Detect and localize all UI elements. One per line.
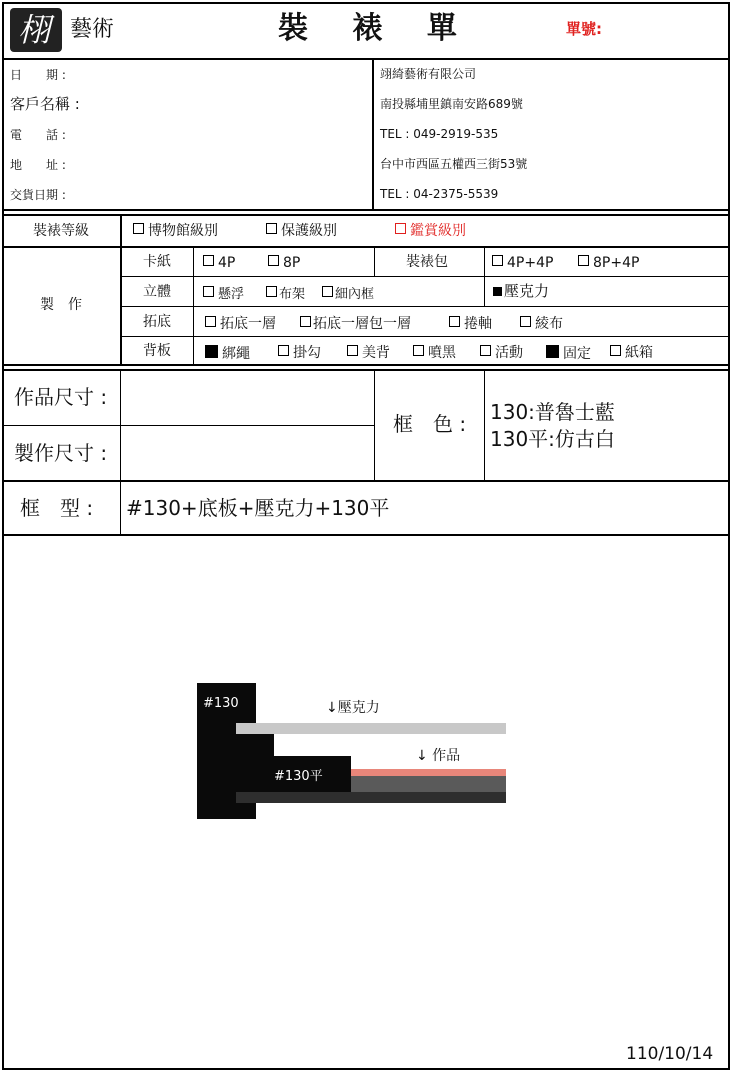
- checkbox[interactable]: [205, 316, 216, 327]
- date-label: 日 期 :: [10, 68, 66, 82]
- option-label: 博物館級別: [148, 223, 218, 239]
- stand-option-inner-frame[interactable]: [322, 286, 374, 301]
- company-address-1: 南投縣埔里鎮南安路689號: [380, 97, 523, 111]
- checkbox[interactable]: [278, 345, 289, 356]
- divider: [2, 534, 730, 536]
- grade-option-protection[interactable]: [266, 223, 337, 238]
- page-title: 裝 裱 單: [278, 11, 459, 46]
- back-option-movable[interactable]: [480, 345, 523, 360]
- frame-130-flat-label: #130平: [274, 769, 323, 784]
- checkbox[interactable]: [449, 316, 460, 327]
- checkbox[interactable]: [347, 345, 358, 356]
- checkbox[interactable]: [578, 255, 589, 266]
- back-option-hook[interactable]: [278, 345, 321, 360]
- rubbing-option-scroll[interactable]: [449, 316, 492, 331]
- artwork-label: ↓ 作品: [416, 748, 461, 764]
- production-label: 製 作: [40, 297, 82, 313]
- option-label: 紙箱: [625, 345, 653, 361]
- frame-130-label: #130: [203, 696, 239, 711]
- option-label: 懸浮: [218, 287, 245, 302]
- make-size-field[interactable]: [122, 427, 372, 480]
- phone-label: 電 話 :: [10, 128, 66, 142]
- rubbing-option-silk[interactable]: [520, 316, 563, 331]
- divider: [374, 246, 375, 276]
- stand-option-float[interactable]: [203, 286, 244, 301]
- acrylic-option[interactable]: [493, 284, 549, 299]
- divider: [2, 364, 730, 366]
- work-size-label: 作品尺寸 :: [14, 385, 108, 409]
- checkbox[interactable]: [395, 223, 406, 234]
- divider: [484, 246, 485, 306]
- frame-130-step: [236, 734, 274, 756]
- company-name: 翊綺藝術有限公司: [380, 67, 477, 81]
- address-label: 地 址 :: [10, 158, 66, 172]
- checkbox[interactable]: [322, 286, 333, 297]
- divider: [484, 369, 485, 481]
- option-label: 掛勾: [293, 345, 321, 361]
- option-label: 活動: [495, 345, 523, 361]
- frame-cross-section-diagram: [196, 683, 508, 821]
- option-label: 拓底一層包一層: [313, 316, 411, 332]
- divider: [2, 58, 730, 60]
- checkbox[interactable]: [300, 316, 311, 327]
- option-label: 細內框: [335, 287, 375, 302]
- option-label: 壓克力: [504, 282, 550, 300]
- checkbox[interactable]: [266, 223, 277, 234]
- option-label: 噴黑: [428, 345, 456, 361]
- rubbing-option-one-layer[interactable]: [205, 316, 276, 331]
- checkbox-checked[interactable]: [205, 345, 218, 358]
- frame-color-line1: 130:普魯士藍: [490, 400, 615, 424]
- artwork-layer: [351, 769, 506, 776]
- backing-board-upper: [351, 776, 506, 792]
- option-label: 保護級別: [281, 223, 337, 239]
- option-label: 4P: [218, 255, 236, 271]
- option-label: 美背: [362, 345, 390, 361]
- company-address-2: 台中市西區五權西三街53號: [380, 157, 528, 171]
- checkbox[interactable]: [268, 255, 279, 266]
- divider: [120, 306, 730, 307]
- divider: [2, 214, 730, 216]
- logo-glyph: 栩: [18, 11, 51, 49]
- option-label: 捲軸: [464, 316, 492, 332]
- back-option-fixed[interactable]: [546, 345, 591, 361]
- divider: [2, 209, 730, 211]
- checkbox[interactable]: [492, 255, 503, 266]
- option-label: 拓底一層: [220, 316, 276, 332]
- card-option-8p[interactable]: [268, 255, 300, 270]
- checkbox-checked[interactable]: [493, 287, 502, 296]
- frame-type-value: #130+底板+壓克力+130平: [126, 496, 390, 520]
- acrylic-label: ↓壓克力: [326, 700, 380, 716]
- logo-text: 藝術: [70, 17, 115, 42]
- frame-color-line2: 130平:仿古白: [490, 427, 615, 451]
- card-option-4p[interactable]: [203, 255, 235, 270]
- divider: [2, 425, 374, 426]
- divider: [2, 246, 730, 248]
- checkbox[interactable]: [133, 223, 144, 234]
- frame-color-label: 框 色 :: [393, 412, 467, 436]
- stand-label: 立體: [143, 284, 171, 300]
- grade-label: 裝裱等級: [33, 223, 89, 239]
- card-label: 卡紙: [143, 254, 171, 270]
- mount-label: 裝裱包: [406, 254, 448, 270]
- divider: [120, 276, 730, 277]
- customer-label: 客戶名稱 :: [10, 95, 80, 113]
- frame-type-label: 框 型 :: [20, 496, 94, 520]
- option-label: 8P: [283, 255, 301, 271]
- order-number-label: 單號:: [566, 20, 602, 38]
- backing-board: [236, 792, 506, 803]
- back-option-box[interactable]: [610, 345, 653, 360]
- company-tel-1: TEL : 049-2919-535: [380, 127, 499, 141]
- divider: [372, 58, 374, 210]
- make-size-label: 製作尺寸 :: [14, 441, 108, 465]
- option-label: 固定: [563, 346, 591, 362]
- checkbox[interactable]: [520, 316, 531, 327]
- mount-option-8p4p[interactable]: [578, 255, 639, 270]
- grade-option-appreciation[interactable]: [395, 223, 466, 238]
- back-option-black[interactable]: [413, 345, 456, 360]
- checkbox-checked[interactable]: [546, 345, 559, 358]
- divider: [120, 480, 121, 535]
- footer-date: 110/10/14: [626, 1044, 714, 1064]
- option-label: 4P+4P: [507, 255, 554, 271]
- acrylic-layer: [236, 723, 506, 734]
- divider: [120, 336, 730, 337]
- checkbox[interactable]: [480, 345, 491, 356]
- back-label: 背板: [143, 343, 171, 359]
- option-label: 8P+4P: [593, 255, 640, 271]
- option-label: 鑑賞級別: [410, 223, 466, 239]
- back-option-rope[interactable]: [205, 345, 250, 361]
- rubbing-label: 拓底: [143, 314, 171, 330]
- checkbox[interactable]: [203, 255, 214, 266]
- checkbox[interactable]: [266, 286, 277, 297]
- divider: [374, 369, 375, 481]
- form-border: [2, 2, 730, 1070]
- divider: [2, 480, 730, 482]
- logo: [10, 8, 62, 52]
- company-tel-2: TEL : 04-2375-5539: [380, 187, 499, 201]
- mount-option-4p4p[interactable]: [492, 255, 553, 270]
- back-option-finish[interactable]: [347, 345, 390, 360]
- divider: [120, 214, 122, 364]
- option-label: 布架: [279, 287, 306, 302]
- work-size-field[interactable]: [122, 371, 372, 424]
- delivery-date-label: 交貨日期 :: [10, 188, 66, 202]
- divider: [193, 246, 194, 364]
- checkbox[interactable]: [203, 286, 214, 297]
- rubbing-option-wrap[interactable]: [300, 316, 411, 331]
- option-label: 綁繩: [222, 346, 250, 362]
- checkbox[interactable]: [610, 345, 621, 356]
- checkbox[interactable]: [413, 345, 424, 356]
- stand-option-cloth-frame[interactable]: [266, 286, 305, 301]
- option-label: 綾布: [535, 316, 563, 332]
- grade-option-museum[interactable]: [133, 223, 218, 238]
